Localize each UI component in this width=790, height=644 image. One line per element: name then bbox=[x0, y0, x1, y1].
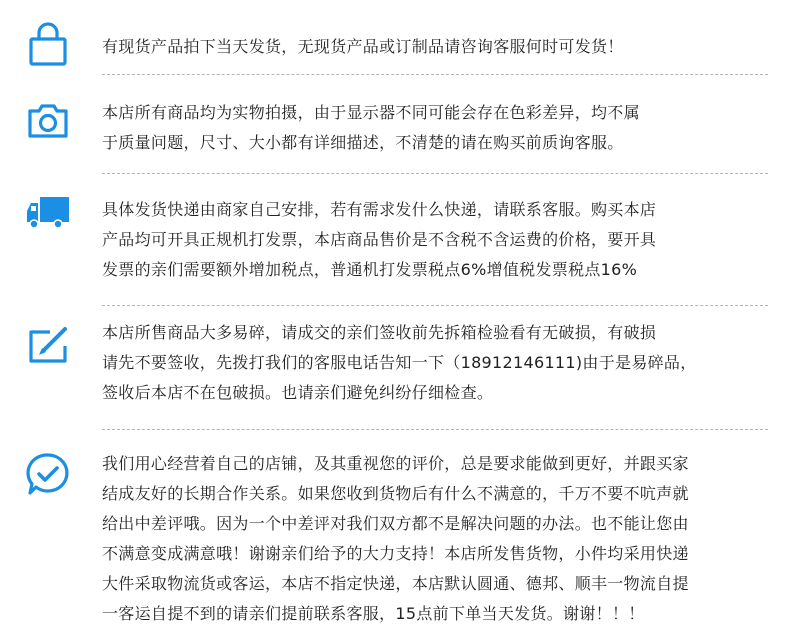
text-line: 一客运自提不到的请亲们提前联系客服，15点前下单当天发货。谢谢！！！ bbox=[102, 604, 645, 623]
text-line: 有现货产品拍下当天发货，无现货产品或订制品请咨询客服何时可发货！ bbox=[102, 37, 624, 56]
text-line: 给出中差评哦。因为一个中差评对我们双方都不是解决问题的办法。也不能让您由 bbox=[102, 514, 689, 533]
shopping-bag-icon bbox=[24, 22, 72, 70]
section-divider bbox=[102, 305, 768, 306]
text-line: 请先不要签收，先拨打我们的客服电话告知一下（18912146111)由于是易碎品， bbox=[102, 353, 697, 372]
text-line: 大件采取物流货或客运，本店不指定快递，本店默认圆通、德邦、顺丰一物流自提 bbox=[102, 574, 689, 593]
section-review-note bbox=[102, 449, 772, 629]
text-line: 于质量问题，尺寸、大小都有详细描述，不清楚的请在购买前质询客服。 bbox=[102, 133, 624, 152]
camera-icon bbox=[24, 96, 72, 144]
text-line: 我们用心经营着自己的店铺，及其重视您的评价，总是要求能做到更好，并跟买家 bbox=[102, 454, 689, 473]
text-line: 发票的亲们需要额外增加税点，普通机打发票税点6%增值税发票税点16% bbox=[102, 260, 638, 279]
section-shipping-note bbox=[102, 32, 772, 62]
check-chat-icon bbox=[24, 450, 72, 498]
text-line: 不满意变成满意哦！谢谢亲们给予的大力支持！本店所发售货物，小件均采用快递 bbox=[102, 544, 689, 563]
section-delivery-note bbox=[102, 195, 772, 285]
section-divider bbox=[102, 173, 768, 174]
delivery-truck-icon bbox=[24, 188, 72, 236]
section-divider bbox=[102, 74, 768, 75]
text-line: 产品均可开具正规机打发票，本店商品售价是不含税不含运费的价格，要开具 bbox=[102, 230, 657, 249]
text-line: 本店所售商品大多易碎，请成交的亲们签收前先拆箱检验看有无破损，有破损 bbox=[102, 323, 657, 342]
sign-pen-icon bbox=[24, 320, 72, 368]
text-line: 签收后本店不在包破损。也请亲们避免纠纷仔细检查。 bbox=[102, 383, 494, 402]
text-line: 结成友好的长期合作关系。如果您收到货物后有什么不满意的，千万不要不吭声就 bbox=[102, 484, 689, 503]
text-line: 本店所有商品均为实物拍摄，由于显示器不同可能会存在色彩差异，均不属 bbox=[102, 103, 640, 122]
section-divider bbox=[102, 429, 768, 430]
text-line: 具体发货快递由商家自己安排，若有需求发什么快递，请联系客服。购买本店 bbox=[102, 200, 657, 219]
section-photo-note bbox=[102, 98, 772, 158]
section-signing-note bbox=[102, 318, 772, 408]
